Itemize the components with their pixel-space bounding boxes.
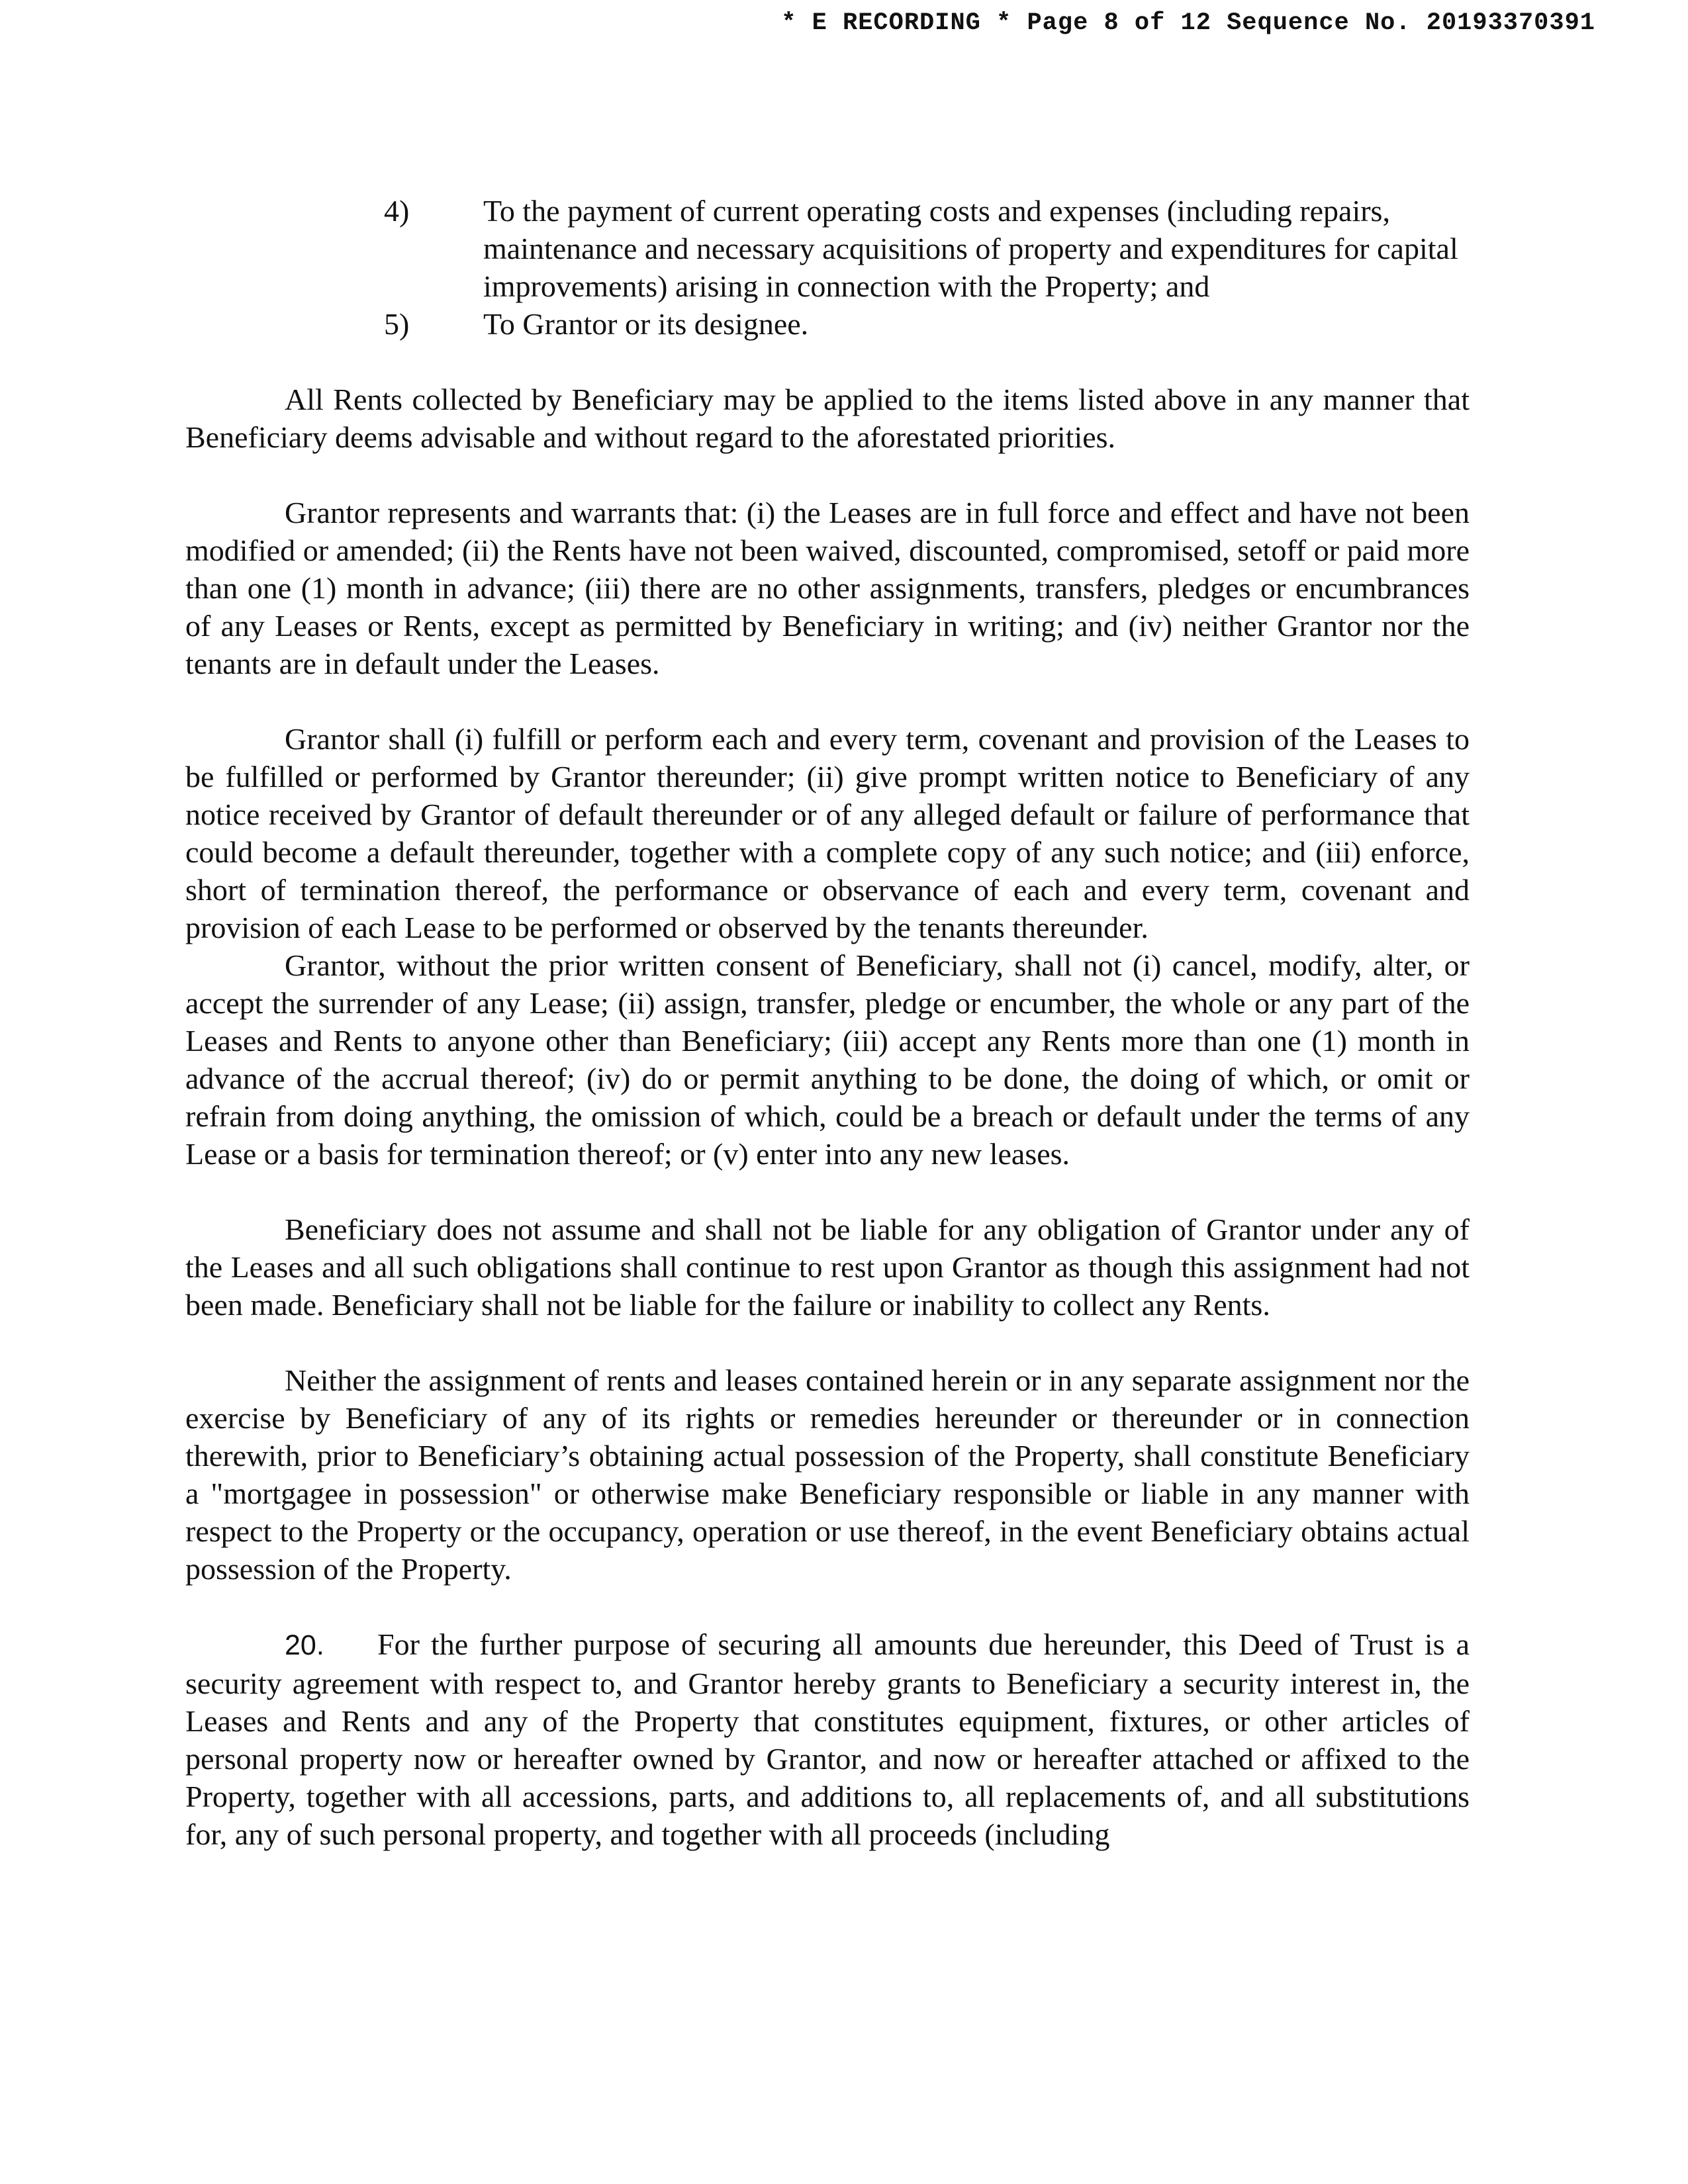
- paragraph-representations: Grantor represents and warrants that: (i) the Leases are in full force and effect and have not been modified or amended; (ii) the Rents have not been waived, discounted, compromised, setoff or paid more than one (1) month in advance; (iii) there are no other assignments, transfers, pledges or encumbrances of any Leases or Rents, except as permitted by Beneficiary in writing; and (iv) neither Grantor nor the tenants are in default under the Leases.: [185, 496, 1470, 680]
- document-page: [185, 192, 1470, 1853]
- list-item-text: To the payment of current operating costs and expenses (including repairs, maintenance and necessary acquisitions of property and expenditures for capital improvements) arising in connection with the Property; and: [483, 194, 1458, 303]
- priority-list: [384, 192, 1470, 343]
- section-number: 20.: [285, 1629, 324, 1661]
- paragraph-mortgagee-in-possession: Neither the assignment of rents and leases contained herein or in any separate assignment nor the exercise by Beneficiary of any of its rights or remedies hereunder or thereunder or in connection therewith, prior to Beneficiary’s obtaining actual possession of the Property, shall constitute Beneficiary a "mortgagee in possession" or otherwise make Beneficiary responsible or liable in any manner with respect to the Property or the occupancy, operation or use thereof, in the event Beneficiary obtains actual possession of the Property.: [185, 1363, 1470, 1586]
- list-item-4: [384, 192, 1470, 305]
- list-item-number: 5): [384, 307, 410, 341]
- paragraph-security-agreement: [185, 1625, 1470, 1853]
- list-item-5: [384, 305, 1470, 343]
- paragraph-rents-application: All Rents collected by Beneficiary may be applied to the items listed above in any manner that Beneficiary deems advisable and without regard to the aforestated priorities.: [185, 383, 1470, 454]
- list-item-number: 4): [384, 194, 410, 228]
- section-text: For the further purpose of securing all amounts due hereunder, this Deed of Trust is a security agreement with respect to, and Grantor hereby grants to Beneficiary a security interest in, the Leases and Rents and any of the Property that constitutes equipment, fixtures, or other articles of personal property now or hereafter owned by Grantor, and now or hereafter attached or affixed to the Property, together with all accessions, parts, and additions to, all replacements of, and all substitutions for, any of such personal property, and together with all proceeds (including: [185, 1627, 1470, 1851]
- paragraph-grantor-restrictions: Grantor, without the prior written consent of Beneficiary, shall not (i) cancel, modify, alter, or accept the surrender of any Lease; (ii) assign, transfer, pledge or encumber, the whole or any part of the Leases and Rents to anyone other than Beneficiary; (iii) accept any Rents more than one (1) month in advance of the accrual thereof; (iv) do or permit anything to be done, the doing of which, or omit or refrain from doing anything, the omission of which, could be a breach or default under the terms of any Lease or a basis for termination thereof; or (v) enter into any new leases.: [185, 948, 1470, 1171]
- paragraph-beneficiary-liability: Beneficiary does not assume and shall not be liable for any obligation of Grantor under any of the Leases and all such obligations shall continue to rest upon Grantor as though this assignment had not been made. Beneficiary shall not be liable for the failure or inability to collect any Rents.: [185, 1212, 1470, 1322]
- recording-header: * E RECORDING * Page 8 of 12 Sequence No. 20193370391: [781, 9, 1595, 37]
- paragraph-grantor-obligations: Grantor shall (i) fulfill or perform each and every term, covenant and provision of the Leases to be fulfilled or performed by Grantor thereunder; (ii) give prompt written notice to Beneficiary of any notice received by Grantor of default thereunder or of any alleged default or failure of performance that could become a default thereunder, together with a complete copy of any such notice; and (iii) enforce, short of termination thereof, the performance or observance of each and every term, covenant and provision of each Lease to be performed or observed by the tenants thereunder.: [185, 722, 1470, 944]
- list-item-text: To Grantor or its designee.: [483, 307, 809, 341]
